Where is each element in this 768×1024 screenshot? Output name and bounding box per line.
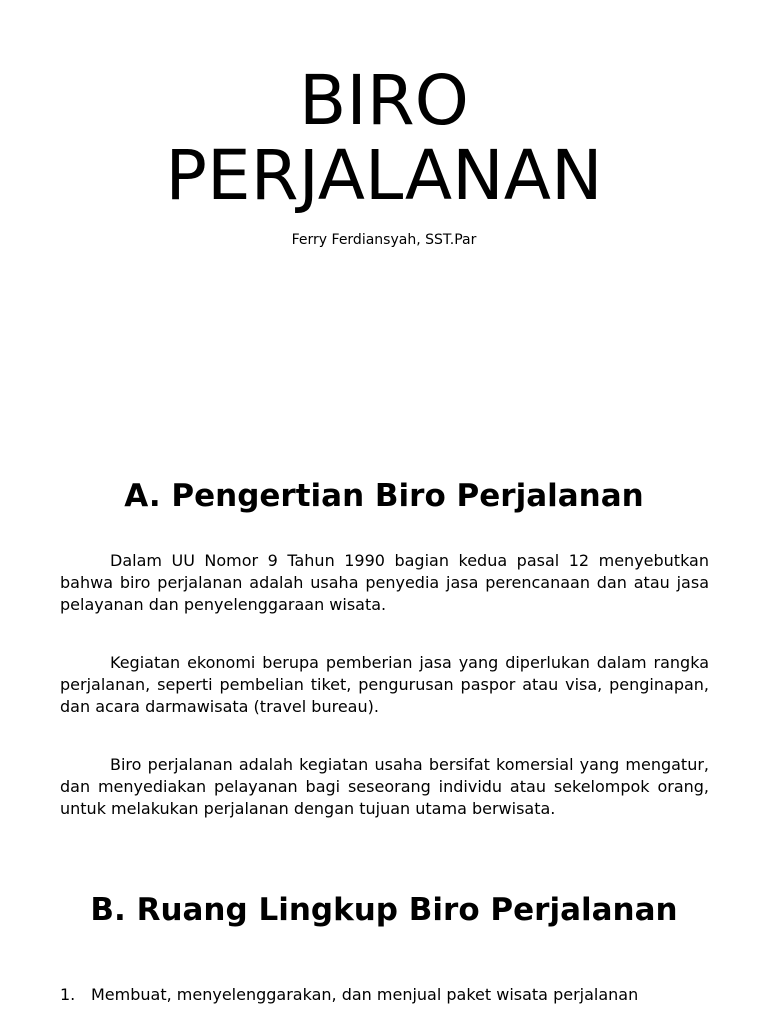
- list-item-number: 1.: [60, 985, 76, 1004]
- section-a-paragraph-1: Dalam UU Nomor 9 Tahun 1990 bagian kedua pasal 12 menyebutkan bahwa biro perjalanan adalah usaha penyedia jasa perencanaan dan atau jasa pelayanan dan penyelenggaraan wisata.: [60, 551, 709, 614]
- title-line-2: PERJALANAN: [165, 136, 603, 216]
- section-b-heading: B. Ruang Lingkup Biro Perjalanan: [90, 892, 678, 928]
- author-name: Ferry Ferdiansyah, SST.Par: [291, 232, 477, 248]
- title-line-1: BIRO: [299, 61, 469, 141]
- section-a-heading: A. Pengertian Biro Perjalanan: [124, 478, 644, 514]
- list-item-text: Membuat, menyelenggarakan, dan menjual paket wisata perjalanan: [91, 985, 639, 1004]
- section-a-paragraph-3: Biro perjalanan adalah kegiatan usaha bersifat komersial yang mengatur, dan menyediakan pelayanan bagi seseorang individu atau sekelompok orang, untuk melakukan perjalanan dengan tujuan utama berwisata.: [60, 755, 709, 818]
- scope-list: [60, 984, 709, 1006]
- document-title: [0, 61, 768, 216]
- list-item: [60, 984, 709, 1006]
- section-a-paragraph-2: Kegiatan ekonomi berupa pemberian jasa yang diperlukan dalam rangka perjalanan, seperti pembelian tiket, pengurusan paspor atau visa, penginapan, dan acara darmawisata (travel bureau).: [60, 653, 709, 716]
